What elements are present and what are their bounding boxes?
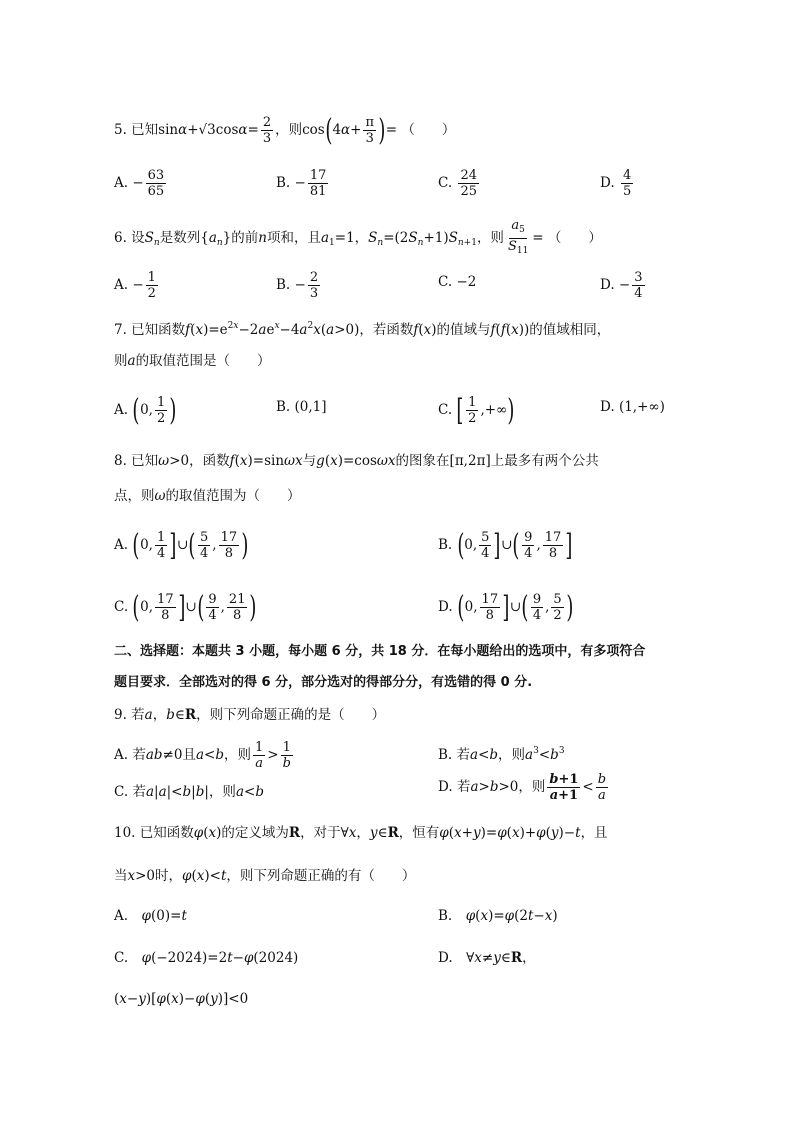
q9-option-d[interactable]: D. 若a>b>0，则 $\frac{b+1}{a+1}$ < $\frac{b}{a}$ (438, 772, 607, 803)
q10-option-a[interactable]: A. φ(0)=t (114, 908, 187, 924)
q10-option-d[interactable]: D. ∀x≠y∈R， (438, 950, 536, 966)
question-10-line-1: 10. 已知函数φ(x)的定义域为R，对于∀x，y∈R，恒有φ(x+y)=φ(x)+φ(y)−t，且 (114, 825, 608, 841)
q9-option-a[interactable]: A. 若ab≠0且a<b，则 $\frac{1}{a}$ > $\frac{1}{b}$ (114, 740, 291, 771)
q9-option-c[interactable]: C. 若a|a|<b|b|，则a<b (114, 784, 264, 800)
q5-option-c[interactable]: C. $\frac{24}{25}$ (438, 168, 477, 199)
question-5: 5. 已知sinα+√3cosα= $\frac{2}{3}$ ，则cos(4α+ $\frac{\pi}{3}$ )= （ ） (114, 112, 456, 148)
q9-option-b[interactable]: B. 若a<b，则$a^3<b^3$ (438, 746, 565, 763)
question-9: 9. 若a，b∈R，则下列命题正确的是（ ） (114, 707, 386, 723)
q7-option-b[interactable]: B. (0,1] (276, 399, 327, 415)
q6-option-b[interactable]: B. − $\frac{2}{3}$ (276, 270, 319, 301)
question-8-line-1: 8. 已知ω>0，函数f(x)=sinωx与g(x)=cosωx的图象在[π,2π]上最多有两个公共 (114, 453, 599, 469)
q7-option-d[interactable]: D. (1,+∞) (600, 399, 665, 415)
question-8-line-2: 点，则ω的取值范围为（ ） (114, 488, 301, 504)
section-2-heading-line-2: 题目要求．全部选对的得 6 分，部分选对的得部分分，有选错的得 0 分. (114, 675, 533, 690)
q7-option-c[interactable]: C. [ $\frac{1}{2}$ ,+∞) (438, 392, 515, 428)
q5-option-d[interactable]: D. $\frac{4}{5}$ (600, 168, 632, 199)
q5-number: 5. 已知 (114, 122, 159, 138)
q10-option-d-continued: (x−y)[φ(x)−φ(y)]<0 (114, 991, 249, 1007)
q8-option-d[interactable]: D. (0, $\frac{17}{8}$ ]∪( $\frac{9}{4}$ , $\frac{5}{2}$ ) (438, 589, 574, 625)
q6-option-c[interactable]: C. −2 (438, 274, 477, 290)
q8-option-c[interactable]: C. (0, $\frac{17}{8}$ ]∪( $\frac{9}{4}$ , $\frac{21}{8}$ ) (114, 589, 257, 625)
q5-fraction: $\frac{2}{3}$ (262, 115, 272, 146)
q5-option-a[interactable]: A. − $\frac{63}{65}$ (114, 168, 165, 199)
q10-option-b[interactable]: B. φ(x)=φ(2t−x) (438, 908, 558, 924)
question-10-line-2: 当x>0时，φ(x)<t，则下列命题正确的有（ ） (114, 868, 416, 884)
question-6: 6. 设$S_n$是数列$\{a_n\}$的前n项和，且$a_1=1$，$S_n=(2S_n+1)S_{n+1}$，则 $\frac{a_5}{S_{11}}$ = （ ） (114, 218, 602, 256)
section-2-heading-line-1: 二、选择题：本题共 3 小题，每小题 6 分，共 18 分．在每小题给出的选项中，有多项符合 (114, 644, 646, 659)
q5-option-b[interactable]: B. − $\frac{17}{81}$ (276, 168, 327, 199)
q6-option-d[interactable]: D. − $\frac{3}{4}$ (600, 270, 643, 301)
q7-option-a[interactable]: A. (0, $\frac{1}{2}$ ) (114, 392, 177, 428)
question-7-line-1: 7. 已知函数$f(x)=e^{2x}-2ae^x-4a^2x(a>0)$，若函数f(x)的值域与f(f(x))的值域相同， (114, 321, 611, 338)
q6-option-a[interactable]: A. − $\frac{1}{2}$ (114, 270, 156, 301)
q8-option-b[interactable]: B. (0, $\frac{5}{4}$ ]∪( $\frac{9}{4}$ , $\frac{17}{8}$ ] (438, 527, 573, 563)
question-7-line-2: 则a的取值范围是（ ） (114, 353, 271, 369)
q10-option-c[interactable]: C. φ(−2024)=2t−φ(2024) (114, 950, 299, 966)
q8-option-a[interactable]: A. (0, $\frac{1}{4}$ ]∪( $\frac{5}{4}$ , $\frac{17}{8}$ ) (114, 527, 249, 563)
